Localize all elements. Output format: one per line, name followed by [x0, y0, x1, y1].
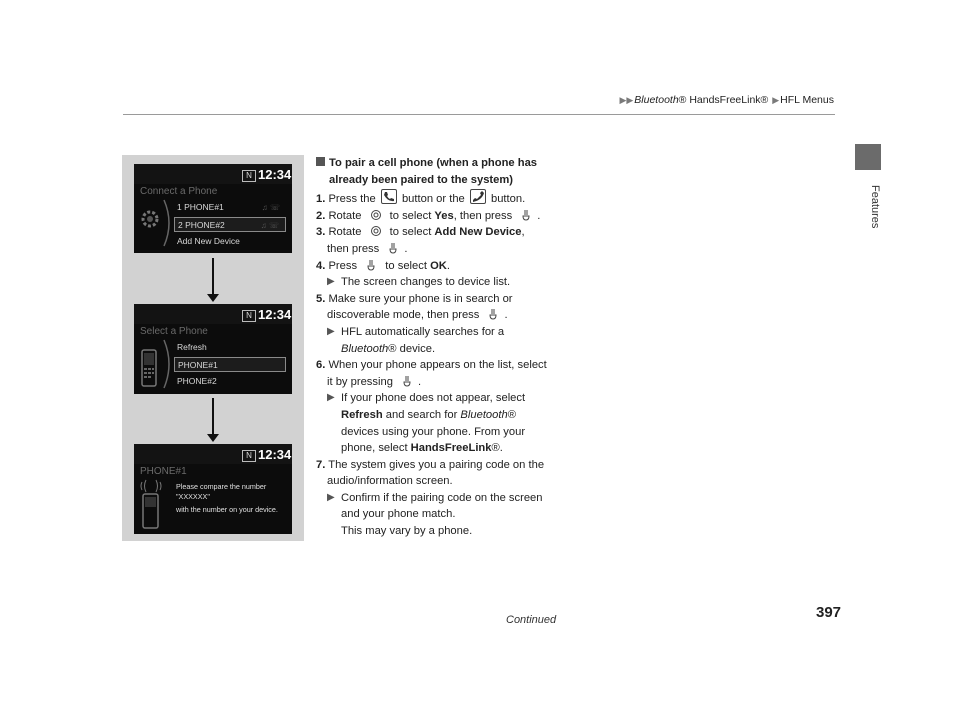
page-number: 397: [816, 604, 842, 621]
clock: 12:34: [258, 307, 292, 322]
flow-arrow-line: [212, 258, 214, 296]
list-item[interactable]: Refresh: [177, 342, 207, 352]
press-knob-icon: [487, 308, 499, 320]
continued-label: Continued: [506, 614, 557, 626]
section-label-text: Features: [869, 185, 881, 229]
step-4-note: ▶ The screen changes to device list.: [316, 274, 566, 291]
n-indicator: N: [242, 450, 256, 462]
step-5-cont: discoverable mode, then press .: [327, 309, 508, 322]
triangle-icon: ▶: [327, 392, 335, 404]
step-7: 7. The system gives you a pairing code on the: [316, 458, 545, 471]
instructions: [316, 155, 566, 540]
step-2: 2. Rotate to select Yes, then press .: [316, 209, 541, 222]
phone-button-icon: [381, 189, 397, 204]
step-6-note: ▶ If your phone does not appear, select Refresh and search for Bluetooth® devices using your phone. From your phone, select HandsFreeLink®.: [327, 392, 526, 455]
list-item[interactable]: 1 PHONE#1 ♫ ☏: [174, 200, 286, 215]
list-item[interactable]: Add New Device: [177, 236, 240, 246]
breadcrumb-bluetooth: Bluetooth: [634, 94, 679, 106]
phone-icon: [140, 348, 158, 388]
press-knob-icon: [401, 375, 413, 387]
step-4: 4. Press to select OK.: [316, 259, 450, 272]
step-7-note: ▶ Confirm if the pairing code on the screen and your phone match. This may vary by a phone.: [327, 491, 543, 538]
triangle-icon: ▶: [327, 276, 335, 288]
n-indicator: N: [242, 310, 256, 322]
music-phone-icon: ♫ ☏: [260, 221, 279, 230]
n-indicator: N: [242, 170, 256, 182]
square-bullet-icon: [316, 157, 325, 166]
arrow-down-icon: [207, 294, 219, 302]
flow-arrow-line: [212, 398, 214, 436]
clock: 12:34: [258, 167, 292, 182]
dial-arc-icon: [162, 338, 174, 390]
clock: 12:34: [258, 447, 292, 462]
arrow-down-icon: [207, 434, 219, 442]
step-5: 5. Make sure your phone is in search or: [316, 292, 513, 305]
triangle-icon: ▶: [327, 491, 335, 503]
triangle-icon: ▶▶: [619, 95, 634, 105]
pick-up-button-icon: [470, 189, 486, 204]
press-knob-icon: [520, 209, 532, 221]
screen-title: Select a Phone: [140, 326, 208, 337]
step-3: 3. Rotate to select Add New Device,: [316, 226, 525, 239]
triangle-icon: ▶: [327, 325, 335, 337]
pairing-message: Please compare the number "XXXXXX" with the number on your device.: [176, 482, 278, 514]
press-knob-icon: [387, 242, 399, 254]
music-phone-icon: ♫ ☏: [261, 203, 280, 212]
list-item[interactable]: PHONE#2: [177, 376, 217, 386]
list-item[interactable]: 2 PHONE#2 ♫ ☏: [174, 217, 286, 232]
section-label: [843, 185, 893, 365]
breadcrumb: [598, 94, 834, 106]
step-3-cont: then press .: [327, 242, 408, 255]
section-tab-marker: [855, 144, 881, 170]
triangle-icon: ▶: [772, 95, 780, 105]
step-6: 6. When your phone appears on the list, select: [316, 359, 547, 372]
step-6-cont: it by pressing .: [327, 375, 422, 388]
list-item[interactable]: PHONE#1: [174, 357, 286, 372]
screen-select-phone: [134, 304, 292, 394]
phone-signal-icon: [138, 476, 164, 530]
section-heading: To pair a cell phone (when a phone has already been paired to the system): [316, 155, 566, 188]
rotate-knob-icon: [370, 209, 382, 221]
breadcrumb-menus: HFL Menus: [780, 94, 834, 106]
dial-arc-icon: [162, 198, 174, 248]
gear-icon: [138, 206, 162, 232]
press-knob-icon: [365, 259, 377, 271]
step-7-cont: audio/information screen.: [327, 475, 453, 488]
screen-connect-phone: [134, 164, 292, 253]
screen-title: PHONE#1: [140, 466, 187, 477]
rotate-knob-icon: [370, 225, 382, 237]
header-rule: [123, 114, 835, 115]
step-5-note: ▶ HFL automatically searches for a Bluetooth® device.: [327, 325, 505, 355]
breadcrumb-hfl: ® HandsFreeLink®: [678, 94, 769, 106]
step-1: 1. Press the button or the button.: [316, 189, 566, 208]
screen-pairing-code: [134, 444, 292, 534]
screen-title: Connect a Phone: [140, 186, 218, 197]
